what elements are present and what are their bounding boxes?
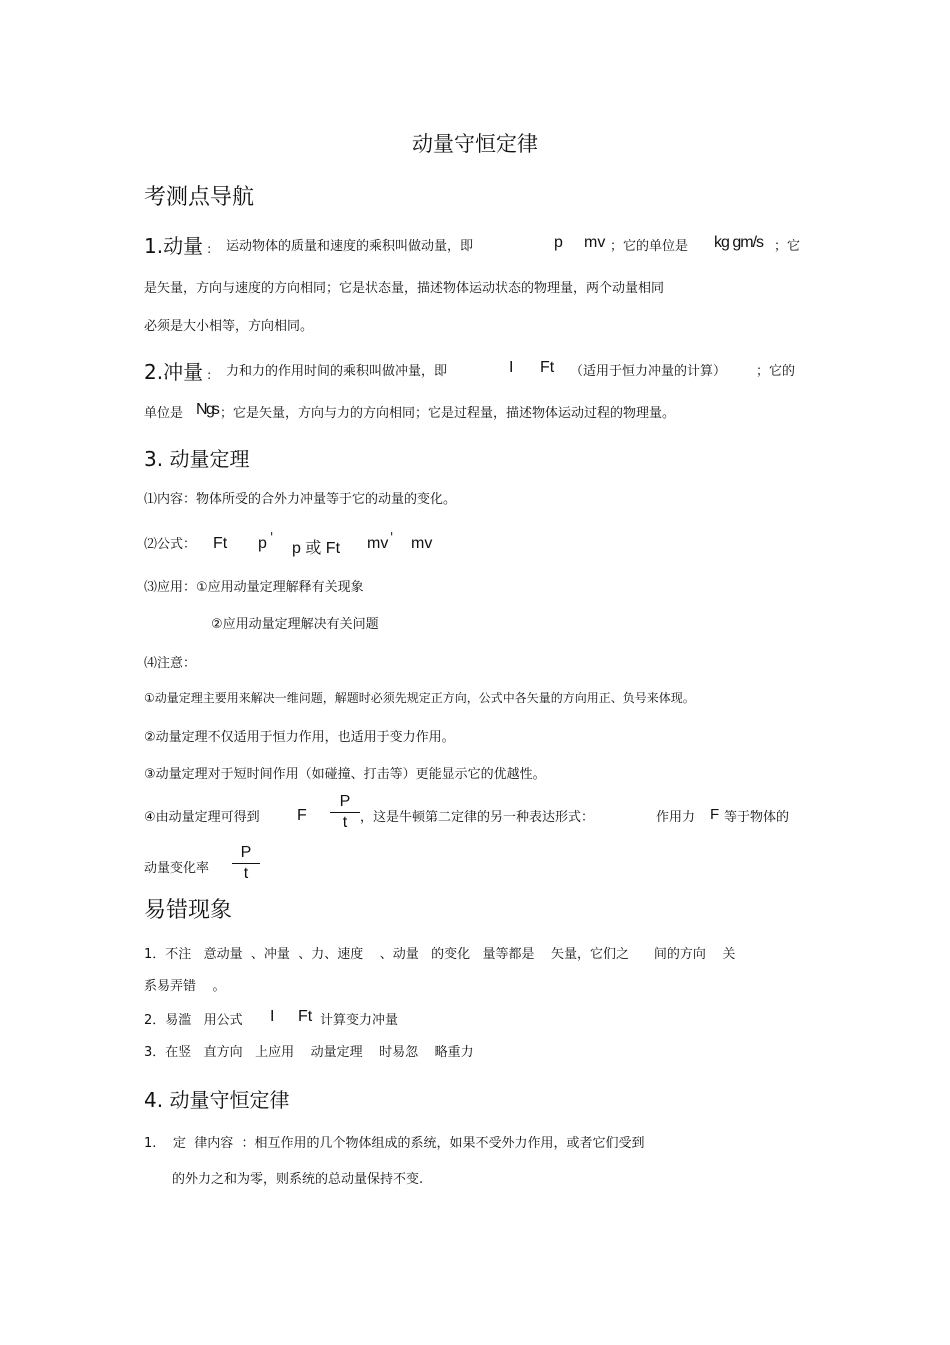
conservation-item-1-line1: 1. 定 律内容 ：相互作用的几个物体组成的系统，如果不受外力作用，或者它们受到 (144, 1136, 645, 1151)
mistakes-item-1-line1: 1．不注 意动量 、冲量 、力、速度 、动量 的变化 量等都是 矢量，它们之 间的方向 关 (144, 947, 736, 962)
note4-fraction-denominator: t (342, 814, 348, 831)
theorem-heading: 3. 动量定理 (144, 447, 250, 471)
impulse-text2: （适用于恒力冲量的计算） (570, 364, 727, 379)
formula-prime-mark: ' (270, 530, 274, 544)
momentum-text3: ；它 (774, 239, 801, 254)
momentum-symbol-p: p (554, 234, 563, 251)
note4-rate-denominator: t (243, 865, 249, 882)
impulse-number: 2. (144, 360, 164, 384)
formula-mv-prime: mv (367, 535, 389, 552)
mistakes-item-2-prefix: 2．易滥 用公式 (144, 1013, 243, 1028)
momentum-line2: 是矢量，方向与速度的方向相同；它是状态量，描述物体运动状态的物理量，两个动量相同 (144, 281, 665, 296)
impulse-line2-text: ；它是矢量，方向与力的方向相同；它是过程量，描述物体运动过程的物理量。 (220, 406, 676, 421)
page-title: 动量守恒定律 (412, 132, 538, 156)
formula-Ft: Ft (213, 535, 228, 552)
mistakes-symbol-I: I (270, 1008, 275, 1025)
mistakes-heading: 易错现象 (144, 898, 233, 923)
theorem-note-4-suffix: 等于物体的 (724, 810, 790, 825)
impulse-line2-prefix: 单位是 (144, 406, 184, 421)
theorem-content: ⑴内容：物体所受的合外力冲量等于它的动量的变化。 (144, 492, 457, 507)
theorem-note-4-prefix: ④由动量定理可得到 (144, 810, 260, 825)
theorem-formula-label: ⑵公式： (144, 537, 197, 552)
impulse-text1: 力和力的作用时间的乘积叫做冲量，即 (226, 364, 448, 379)
formula-mv: mv (411, 535, 433, 552)
theorem-application-2: ②应用动量定理解决有关问题 (211, 617, 379, 632)
impulse-symbol-Ft: Ft (540, 359, 555, 376)
theorem-note-2: ②动量定理不仅适用于恒力作用，也适用于变力作用。 (144, 730, 455, 745)
note4-symbol-F2: F (710, 806, 720, 823)
mistakes-item-2-suffix: 计算变力冲量 (320, 1013, 399, 1028)
impulse-unit: N gs (196, 401, 217, 418)
conservation-item-1-line2: 的外力之和为零，则系统的总动量保持不变. (172, 1172, 424, 1187)
impulse-colon: : (207, 368, 212, 382)
momentum-colon: : (207, 242, 212, 256)
momentum-number: 1. (144, 234, 164, 258)
momentum-text2: ；它的单位是 (610, 239, 689, 254)
theorem-note-1: ①动量定理主要用来解决一维问题，解题时必须先规定正方向，公式中各矢量的方向用正、负号来体现。 (144, 691, 695, 705)
theorem-note-label: ⑷注意： (144, 656, 197, 671)
note4-fraction-numerator: P (339, 793, 351, 810)
impulse-paragraph (144, 356, 211, 385)
mistakes-item-1-line2: 系易弄错 。 (144, 979, 226, 994)
formula-p-or-Ft: p 或 Ft (292, 540, 341, 557)
momentum-symbol-mv: mv (584, 234, 606, 251)
note4-fraction (330, 792, 360, 833)
impulse-heading: 冲量 (163, 360, 204, 384)
mistakes-symbol-Ft: Ft (298, 1008, 313, 1025)
momentum-text1: 运动物体的质量和速度的乘积叫做动量，即 (226, 239, 474, 254)
formula-p-prime-base: p (258, 535, 267, 552)
theorem-note-4-force: 作用力 (656, 810, 696, 825)
note4-rate-numerator: P (240, 844, 252, 861)
note4-rate-fraction (232, 843, 260, 884)
momentum-paragraph (144, 230, 211, 259)
momentum-unit: kg gm/s (714, 234, 764, 251)
impulse-text3: ；它的 (756, 364, 796, 379)
theorem-note-4-middle: ，这是牛顿第二定律的另一种表达形式： (360, 810, 595, 825)
theorem-application-1: ⑶应用：①应用动量定理解释有关现象 (144, 580, 364, 595)
momentum-heading: 动量 (163, 234, 204, 258)
momentum-line3: 必须是大小相等，方向相同。 (144, 319, 314, 334)
note4-symbol-F: F (297, 807, 307, 824)
conservation-heading: 4. 动量守恒定律 (144, 1088, 290, 1112)
impulse-symbol-I: I (509, 359, 514, 376)
theorem-note-4-rate: 动量变化率 (144, 861, 210, 876)
mistakes-item-3: 3．在竖 直方向 上应用 动量定理 时易忽 略重力 (144, 1045, 474, 1060)
theorem-note-3: ③动量定理对于短时间作用（如碰撞、打击等）更能显示它的优越性。 (144, 767, 546, 782)
section-heading-exam-points: 考测点导航 (144, 185, 255, 210)
formula-prime-mark-2: ' (390, 530, 394, 544)
